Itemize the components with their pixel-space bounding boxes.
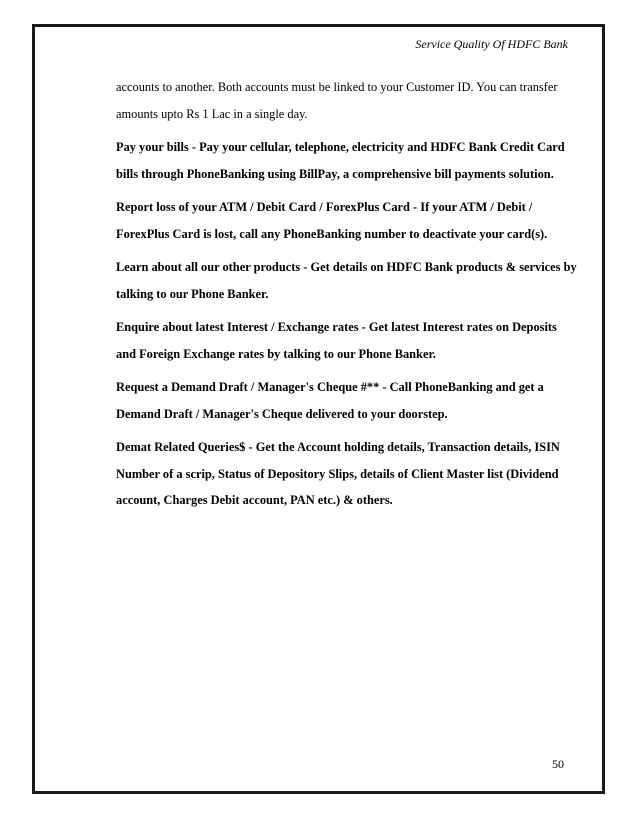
body-text (116, 74, 578, 521)
paragraph-learn-products: Learn about all our other products - Get details on HDFC Bank products & services by talking to our Phone Banker. (116, 260, 577, 301)
paragraph-transfer-continuation: accounts to another. Both accounts must be linked to your Customer ID. You can transfer amounts upto Rs 1 Lac in a single day. (116, 80, 558, 121)
running-header: Service Quality Of HDFC Bank (415, 37, 568, 51)
page-number: 50 (552, 757, 564, 771)
paragraph-demand-draft: Request a Demand Draft / Manager's Cheque #** - Call PhoneBanking and get a Demand Draft / Manager's Cheque delivered to your doorstep. (116, 380, 544, 421)
paragraph-report-loss: Report loss of your ATM / Debit Card / ForexPlus Card - If your ATM / Debit / ForexPlus Card is lost, call any PhoneBanking number to deactivate your card(s). (116, 200, 548, 241)
paragraph-interest-rates: Enquire about latest Interest / Exchange rates - Get latest Interest rates on Deposits and Foreign Exchange rates by talking to our Phone Banker. (116, 320, 557, 361)
paragraph-demat-queries: Demat Related Queries$ - Get the Account holding details, Transaction details, ISIN Number of a scrip, Status of Depository Slips, details of Client Master list (Dividend account, Charges Debit account, PAN etc.) & others. (116, 440, 560, 507)
paragraph-pay-bills: Pay your bills - Pay your cellular, telephone, electricity and HDFC Bank Credit Card bills through PhoneBanking using BillPay, a comprehensive bill payments solution. (116, 140, 565, 181)
